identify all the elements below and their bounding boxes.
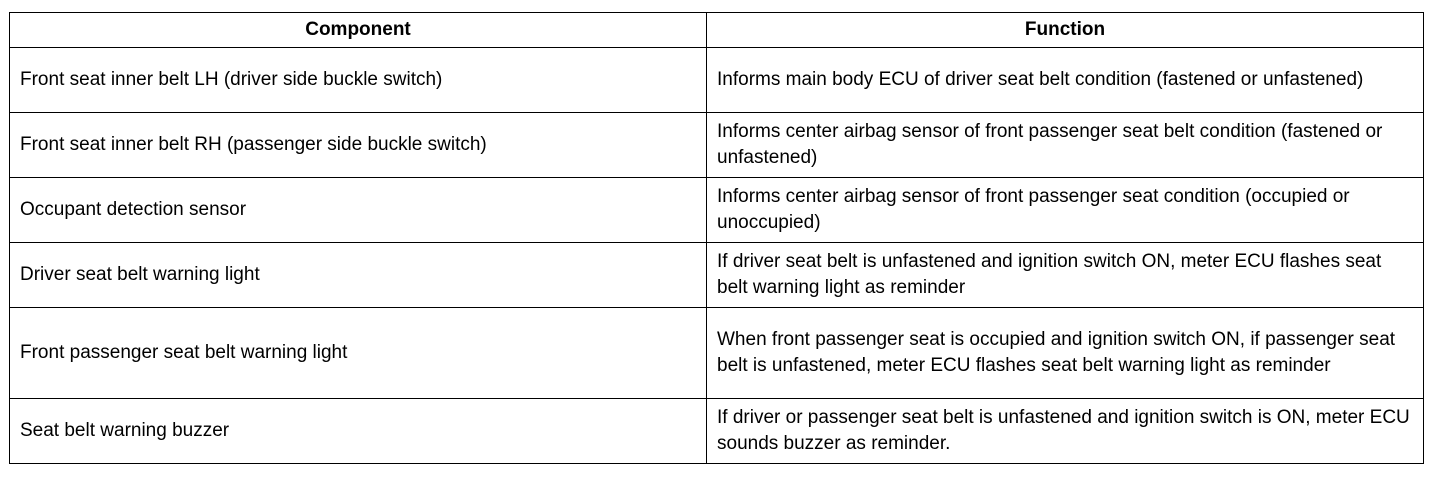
function-cell: If driver seat belt is unfastened and ignition switch ON, meter ECU flashes seat belt warning light as reminder [707, 243, 1424, 308]
column-header-function: Function [707, 13, 1424, 48]
column-header-component: Component [10, 13, 707, 48]
table-row [10, 308, 1424, 399]
component-cell: Seat belt warning buzzer [10, 399, 707, 464]
table-row [10, 399, 1424, 464]
component-cell: Front passenger seat belt warning light [10, 308, 707, 399]
function-cell: Informs center airbag sensor of front passenger seat condition (occupied or unoccupied) [707, 178, 1424, 243]
table-row [10, 48, 1424, 113]
function-cell: When front passenger seat is occupied and ignition switch ON, if passenger seat belt is unfastened, meter ECU flashes seat belt warning light as reminder [707, 308, 1424, 399]
table-row [10, 113, 1424, 178]
component-cell: Front seat inner belt LH (driver side buckle switch) [10, 48, 707, 113]
table-header-row [10, 13, 1424, 48]
component-cell: Front seat inner belt RH (passenger side buckle switch) [10, 113, 707, 178]
table-row [10, 178, 1424, 243]
component-cell: Driver seat belt warning light [10, 243, 707, 308]
function-cell: Informs main body ECU of driver seat belt condition (fastened or unfastened) [707, 48, 1424, 113]
function-cell: If driver or passenger seat belt is unfastened and ignition switch is ON, meter ECU sounds buzzer as reminder. [707, 399, 1424, 464]
table-row [10, 243, 1424, 308]
component-function-table [9, 12, 1424, 464]
component-cell: Occupant detection sensor [10, 178, 707, 243]
function-cell: Informs center airbag sensor of front passenger seat belt condition (fastened or unfastened) [707, 113, 1424, 178]
